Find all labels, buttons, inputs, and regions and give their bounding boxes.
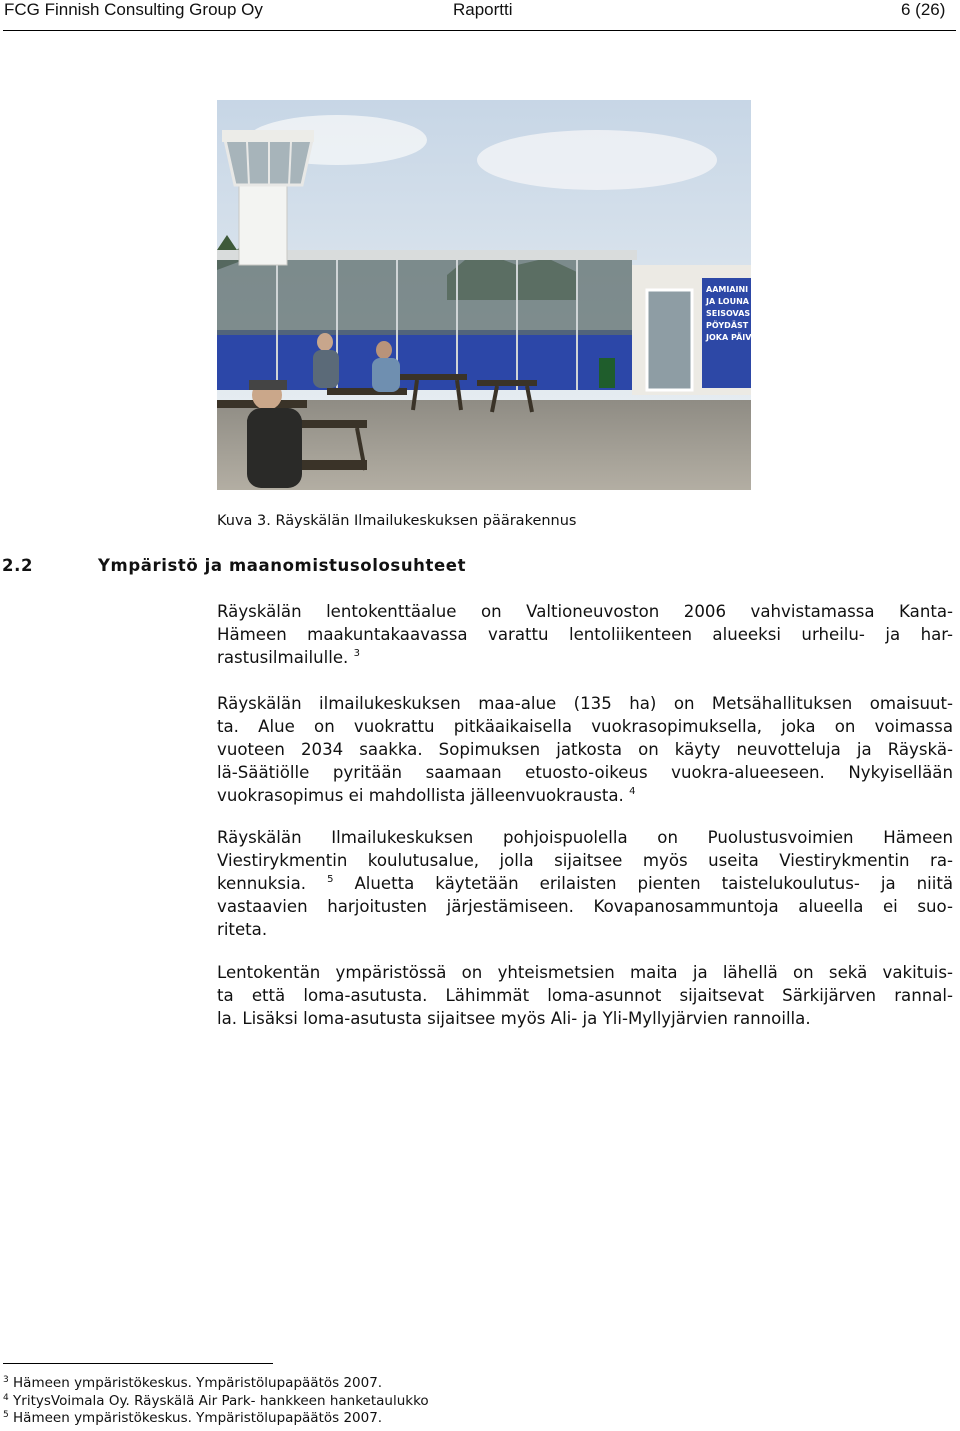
paragraph-line: la. Lisäksi loma-asutusta sijaitsee myös Ali- ja Yli-Myllyjärvien rannoilla. [217, 1009, 811, 1028]
paragraph-1 [217, 600, 953, 669]
footnotes [3, 1375, 429, 1428]
figure-photo [217, 100, 751, 490]
footnote-item: $^5$ Hämeen ympäristökeskus. Ympäristölupapäätös 2007. [3, 1410, 383, 1426]
footnote-rule [3, 1363, 273, 1364]
footnote-item: $^3$ Hämeen ympäristökeskus. Ympäristölupapäätös 2007. [3, 1375, 383, 1391]
paragraph-line: Räyskälän lentokenttäalue on Valtioneuvoston 2006 vahvistamassa Kanta- [217, 602, 953, 621]
paragraph-line: ta. Alue on vuokrattu pitkäaikaisella vuokrasopimuksella, joka on voimassa [217, 717, 953, 736]
page-header [0, 0, 960, 32]
sign-line-5: JOKA PÄIV [706, 333, 751, 342]
paragraph-line: Viestirykmentin koulutusalue, jolla sijaitsee myös useita Viestirykmentin ra- [217, 851, 953, 870]
header-rule [3, 30, 956, 31]
paragraph-line: ta että loma-asutusta. Lähimmät loma-asunnot sijaitsevat Särkijärven rannal- [217, 986, 953, 1005]
paragraph-2 [217, 692, 953, 807]
paragraph-4 [217, 961, 953, 1030]
paragraph-line: Räyskälän ilmailukeskuksen maa-alue (135 ha) on Metsähallituksen omaisuut- [217, 694, 953, 713]
header-company: FCG Finnish Consulting Group Oy [4, 0, 263, 19]
paragraph-line: kennuksia. $^5$ Aluetta käytetään erilaisten pienten taistelukoulutus- ja niitä [217, 874, 953, 893]
sign-line-2: JA LOUNA [706, 297, 749, 306]
footnote-ref: 5 [327, 874, 334, 885]
section-title: Ympäristö ja maanomistusolosuhteet [98, 556, 467, 575]
paragraph-line: vastaavien harjoitusten järjestämiseen. Kovapanosammuntoja alueella ei suo- [217, 897, 953, 916]
paragraph-line: vuokrasopimus ei mahdollista jälleenvuokrausta. $^4$ [217, 786, 636, 805]
header-page-number: 6 (26) [901, 0, 946, 19]
footnote-ref: 3 [353, 648, 360, 659]
header-doc-type: Raportti [453, 0, 513, 19]
sign-line-1: AAMIAINI [706, 285, 749, 294]
paragraph-line: Räyskälän Ilmailukeskuksen pohjoispuolella on Puolustusvoimien Hämeen [217, 828, 953, 847]
section-number: 2.2 [2, 556, 34, 575]
paragraph-line: Hämeen maakuntakaavassa varattu lentoliikenteen alueeksi urheilu- ja har- [217, 625, 953, 644]
section-heading [2, 556, 466, 575]
sign-line-4: PÖYDÄST [706, 321, 749, 330]
paragraph-3 [217, 826, 953, 941]
paragraph-line: lä-Säätiölle pyritään saamaan etuosto-oikeus vuokra-alueeseen. Nykyisellään [217, 763, 953, 782]
paragraph-line: Lentokentän ympäristössä on yhteismetsien maita ja lähellä on sekä vakituis- [217, 963, 953, 982]
footnote-ref: 4 [629, 786, 636, 797]
paragraph-line: vuoteen 2034 saakka. Sopimuksen jatkosta on käyty neuvotteluja ja Räyskä- [217, 740, 953, 759]
paragraph-line: riteta. [217, 920, 268, 939]
airfield-building-photo [217, 100, 751, 490]
figure-caption: Kuva 3. Räyskälän Ilmailukeskuksen päärakennus [217, 513, 577, 529]
paragraph-line: rastusilmailulle. $^3$ [217, 648, 360, 667]
sign-line-3: SEISOVAS [706, 309, 751, 318]
footnote-item: $^4$ YritysVoimala Oy. Räyskälä Air Park- hankkeen hanketaulukko [3, 1392, 429, 1409]
